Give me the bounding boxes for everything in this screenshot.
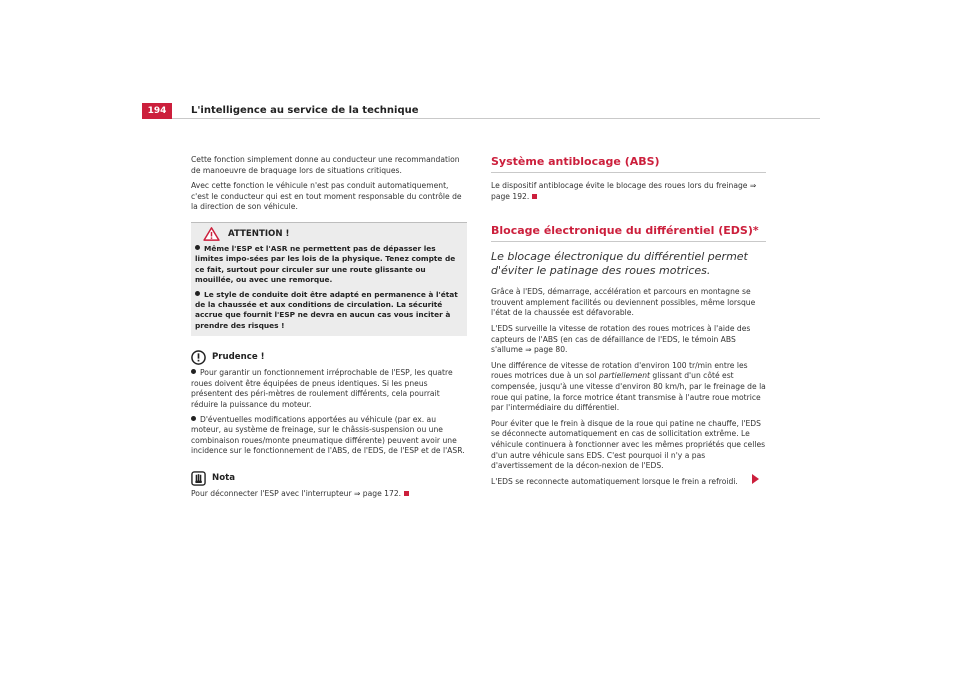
paragraph: L'EDS surveille la vitesse de rotation des roues motrices à l'aide des capteurs de l'ABS (en cas de défaillance de l'EDS, le témoin ABS s'allume ⇒ page 80. bbox=[491, 323, 751, 355]
caution-header bbox=[191, 350, 467, 365]
warning-item: Le style de conduite doit être adapté en permanence à l'état de la chaussée et aux conditions de circulation. La sécurité accrue que fournit l'ESP ne devra en aucun cas vous inciter à prendre des risques ! bbox=[195, 289, 458, 330]
paragraph: Cette fonction simplement donne au conducteur une recommandation de manoeuvre de braquage lors de situations critiques. bbox=[191, 155, 460, 175]
page-number: 194 bbox=[142, 103, 172, 119]
end-of-section-icon bbox=[404, 491, 409, 496]
caution-item: Pour garantir un fonctionnement irréprochable de l'ESP, les quatre roues doivent être équipées de pneus identiques. Si les pneus présentent des péri-mètres de roulement différents, cela pourrait réduire la puissance du moteur. bbox=[191, 368, 453, 409]
right-column bbox=[491, 155, 766, 492]
warning-title: ATTENTION ! bbox=[228, 228, 290, 239]
chapter-title: L'intelligence au service de la technique bbox=[191, 105, 419, 116]
caution-title: Prudence ! bbox=[212, 352, 265, 363]
paragraph: Pour éviter que le frein à disque de la roue qui patine ne chauffe, l'EDS se déconnecte automatiquement en cas de sollicitation extrême. Le véhicule continuera à fonctionner avec les mêmes propriétés que celles d'un autre véhicule sans EDS. C'est pourquoi il n'y a pas d'avertissement de la décon-nexion de l'EDS. bbox=[491, 418, 766, 471]
bullet-icon bbox=[195, 291, 200, 296]
left-column bbox=[191, 155, 467, 505]
continue-arrow-icon bbox=[752, 474, 759, 484]
paragraph: Avec cette fonction le véhicule n'est pas conduit automatiquement, c'est le conducteur qui est en tout moment responsable du contrôle de la direction de son véhicule. bbox=[191, 181, 462, 212]
abs-text: Le dispositif antiblocage évite le blocage des roues lors du freinage ⇒ page 192. bbox=[491, 181, 757, 201]
warning-box bbox=[191, 222, 467, 336]
warning-item: Même l'ESP et l'ASR ne permettent pas de dépasser les limites impo-sées par les lois de la physique. Tenez compte de ce fait, surtout pour circuler sur une route glissante ou mouillée, ou avec une remorque. bbox=[195, 243, 456, 285]
section-subtitle-eds: Le blocage électronique du différentiel permet d'éviter le patinage des roues motrices. bbox=[491, 250, 748, 278]
section-title-abs: Système antiblocage (ABS) bbox=[491, 155, 766, 173]
bullet-icon bbox=[195, 245, 200, 250]
nota-text: Pour déconnecter l'ESP avec l'interrupteur ⇒ page 172. bbox=[191, 489, 467, 500]
caution-item: D'éventuelles modifications apportées au véhicule (par ex. au moteur, au système de freinage, sur le châssis-suspension ou une combinaison roues/monte pneumatique différente) peuvent avoir une incidence sur le fonctionnement de l'ABS, de l'EDS, de l'ESP et de l'ASR. bbox=[191, 414, 465, 456]
exclamation-circle-icon bbox=[191, 350, 206, 365]
nota-header bbox=[191, 471, 467, 486]
end-of-section-icon bbox=[532, 194, 537, 199]
note-info-icon bbox=[191, 471, 206, 486]
paragraph: L'EDS se reconnecte automatiquement lorsque le frein a refroidi. bbox=[491, 476, 738, 486]
warning-triangle-icon bbox=[203, 227, 220, 241]
warning-header bbox=[203, 227, 463, 241]
bullet-icon bbox=[191, 369, 196, 374]
section-title-eds: Blocage électronique du différentiel (EDS)* bbox=[491, 224, 766, 242]
paragraph: Une différence de vitesse de rotation d'environ 100 tr/min entre les roues motrices due à un sol partiellement glissant d'un côté est compensée, jusqu'à une vitesse d'environ 80 km/h, par le freinage de la roue qui patine, la force motrice étant transmise à l'autre roue motrice par l'intermédiaire du différentiel. bbox=[491, 360, 766, 413]
paragraph: Grâce à l'EDS, démarrage, accélération et parcours en montagne se trouvent amplement facilités ou deviennent possibles, même lorsque l'état de la chaussée est défavorable. bbox=[491, 287, 756, 318]
bullet-icon bbox=[191, 416, 196, 421]
nota-title: Nota bbox=[212, 473, 236, 484]
